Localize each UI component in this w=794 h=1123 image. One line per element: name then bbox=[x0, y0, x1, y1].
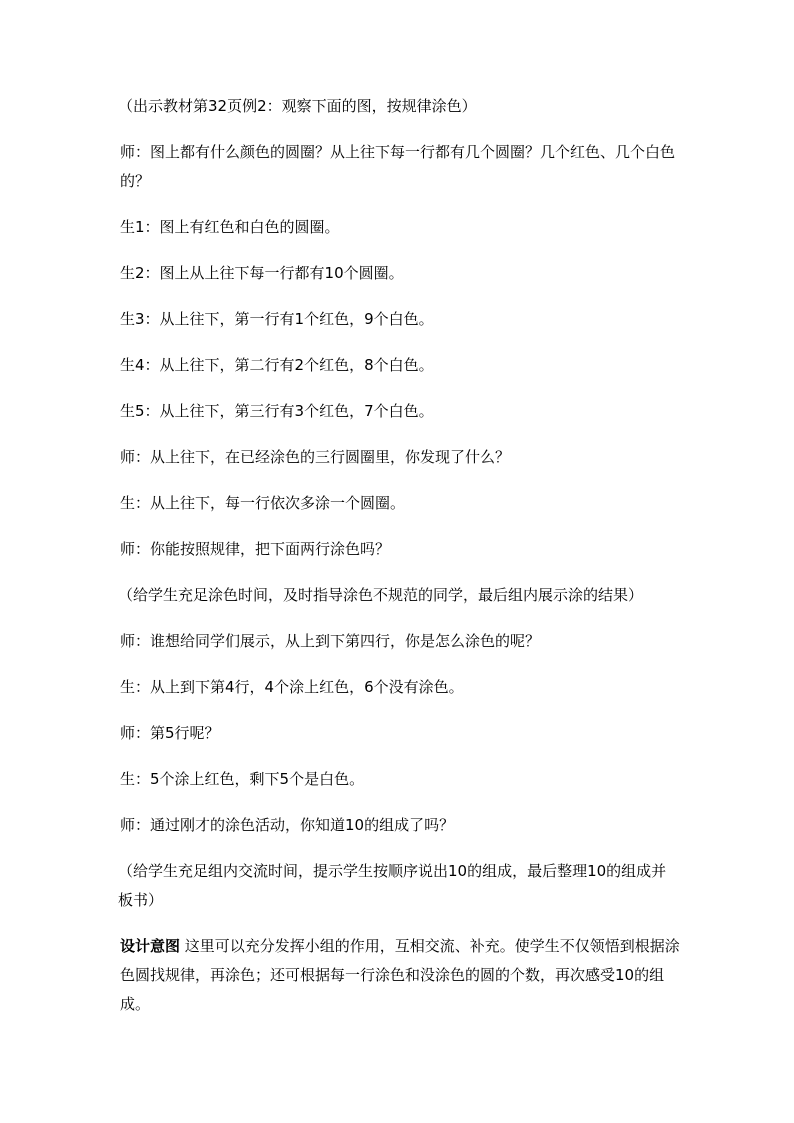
paragraph-12: 师：谁想给同学们展示，从上到下第四行，你是怎么涂色的呢？ bbox=[120, 632, 541, 650]
design-intent-text: 这里可以充分发挥小组的作用，互相交流、补充。使学生不仅领悟到根据涂色圆找规律，再涂色；还可根据每一行涂色和没涂色的圆的个数，再次感受10的组成。 bbox=[120, 937, 680, 1013]
paragraph-14: 师：第5行呢？ bbox=[120, 724, 220, 742]
paragraph-17: （给学生充足组内交流时间，提示学生按顺序说出10的组成，最后整理10的组成并板书） bbox=[118, 862, 667, 909]
paragraph-13: 生：从上到下第4行，4个涂上红色，6个没有涂色。 bbox=[120, 678, 464, 696]
paragraph-9: 生：从上往下，每一行依次多涂一个圆圈。 bbox=[120, 494, 406, 512]
paragraph-15: 生：5个涂上红色，剩下5个是白色。 bbox=[120, 770, 365, 788]
paragraph-6: 生4：从上往下，第二行有2个红色，8个白色。 bbox=[120, 356, 434, 374]
design-intent-paragraph bbox=[120, 932, 680, 1019]
paragraph-16: 师：通过刚才的涂色活动，你知道10的组成了吗？ bbox=[120, 816, 455, 834]
paragraph-10: 师：你能按照规律，把下面两行涂色吗？ bbox=[120, 540, 391, 558]
paragraph-8: 师：从上往下，在已经涂色的三行圆圈里，你发现了什么？ bbox=[120, 448, 511, 466]
paragraph-3: 生1：图上有红色和白色的圆圈。 bbox=[120, 218, 340, 236]
document-page bbox=[120, 92, 680, 1036]
paragraph-4: 生2：图上从上往下每一行都有10个圆圈。 bbox=[120, 264, 404, 282]
paragraph-1: （出示教材第32页例2：观察下面的图，按规律涂色） bbox=[118, 97, 477, 115]
design-intent-label: 设计意图 bbox=[120, 937, 181, 955]
paragraph-11: （给学生充足涂色时间，及时指导涂色不规范的同学，最后组内展示涂的结果） bbox=[118, 586, 644, 604]
paragraph-7: 生5：从上往下，第三行有3个红色，7个白色。 bbox=[120, 402, 434, 420]
paragraph-2: 师：图上都有什么颜色的圆圈？从上往下每一行都有几个圆圈？几个红色、几个白色的？ bbox=[120, 143, 676, 190]
paragraph-5: 生3：从上往下，第一行有1个红色，9个白色。 bbox=[120, 310, 434, 328]
